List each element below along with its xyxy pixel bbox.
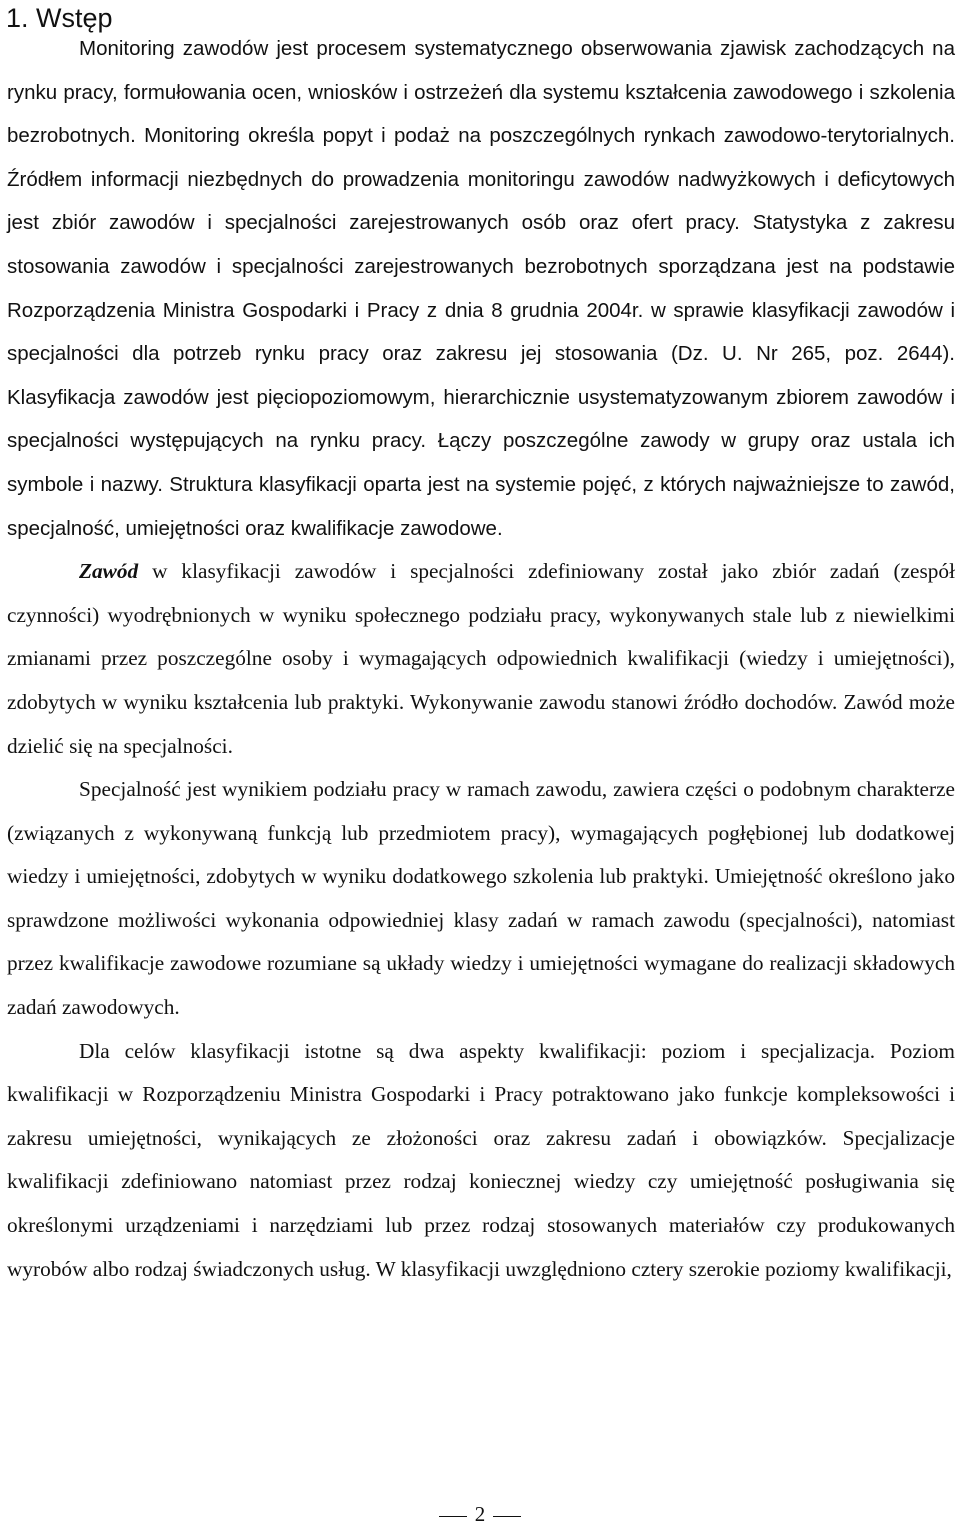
paragraph-kwalifikacje: Dla celów klasyfikacji istotne są dwa aspekty kwalifikacji: poziom i specjalizacja. Poziom kwalifikacji w Rozporządzeniu Ministra Gospodarki i Pracy potraktowano jako funkcje kompleksowości i zakresu umiejętności, wynikających ze złożoności oraz zakresu zadań i obowiązków. Specjalizacje kwalifikacji zdefiniowano natomiast przez rodzaj koniecznej wiedzy czy umiejętność posługiwania się określonymi urządzeniami i narzędziami lub przez rodzaj stosowanych materiałów czy produkowanych wyrobów albo rodzaj świadczonych usług. W klasyfikacji uwzględniono cztery szerokie poziomy kwalifikacji, [7, 1038, 955, 1281]
section-heading: 1. Wstęp [6, 3, 113, 33]
paragraph-specjalnosc: Specjalność jest wynikiem podziału pracy w ramach zawodu, zawiera części o podobnym charakterze (związanych z wykonywaną funkcją lub przedmiotem pracy), wymagających pogłębionej lub dodatkowej wiedzy i umiejętności, zdobytych w wyniku dodatkowego szkolenia lub praktyki. Umiejętność określono jako sprawdzone możliwości wykonania odpowiedniej klasy zadań w ramach zawodu (specjalności), natomiast przez kwalifikacje zawodowe rozumiane są układy wiedzy i umiejętności wymagane do realizacji składowych zadań zawodowych. [7, 777, 955, 1020]
paragraph-zawod-text: w klasyfikacji zawodów i specjalności zdefiniowany został jako zbiór zadań (zespół czynności) wyodrębnionych w wyniku społecznego podziału pracy, wykonywanych stale lub z niewielkimi zmianami przez poszczególne osoby i wymagających odpowiednich kwalifikacji (wiedzy i umiejętności), zdobytych w wyniku kształcenia lub praktyki. Wykonywanie zawodu stanowi źródło dochodów. Zawód może dzielić się na specjalności. [7, 559, 955, 758]
paragraph-monitoring-intro: Monitoring zawodów jest procesem systematycznego obserwowania zjawisk zachodzących na rynku pracy, formułowania ocen, wniosków i ostrzeżeń dla systemu kształcenia zawodowego i szkolenia bezrobotnych. Monitoring określa popyt i podaż na poszczególnych rynkach zawodowo-terytorialnych. [7, 37, 955, 148]
paragraph-zawod [7, 550, 955, 768]
paragraph-monitoring [7, 27, 955, 550]
page-number: 2 [474, 1502, 486, 1526]
page-footer [0, 1500, 960, 1528]
footer-dash-right [493, 1516, 521, 1517]
term-zawod: Zawód [79, 559, 139, 584]
body-text [7, 27, 955, 1291]
footer-dash-left [439, 1516, 467, 1517]
paragraph-monitoring-source: Źródłem informacji niezbędnych do prowadzenia monitoringu zawodów nadwyżkowych i deficytowych jest zbiór zawodów i specjalności zarejestrowanych osób oraz ofert pracy. [7, 167, 955, 235]
paragraph-monitoring-statistics: Statystyka z zakresu stosowania zawodów i specjalności zarejestrowanych bezrobotnych sporządzana jest na podstawie Rozporządzenia Ministra Gospodarki i Pracy z dnia 8 grudnia 2004r. w sprawie klasyfikacji zawodów i specjalności dla potrzeb rynku pracy oraz zakresu jej stosowania (Dz. U. Nr 265, poz. 2644). Klasyfikacja zawodów jest pięciopoziomowym, hierarchicznie usystematyzowanym zbiorem zawodów i specjalności występujących na rynku pracy. Łączy poszczególne zawody w grupy oraz ustala ich symbole i nazwy. Struktura klasyfikacji oparta jest na systemie pojęć, z których najważniejsze to zawód, specjalność, umiejętności oraz kwalifikacje zawodowe. [7, 211, 956, 540]
